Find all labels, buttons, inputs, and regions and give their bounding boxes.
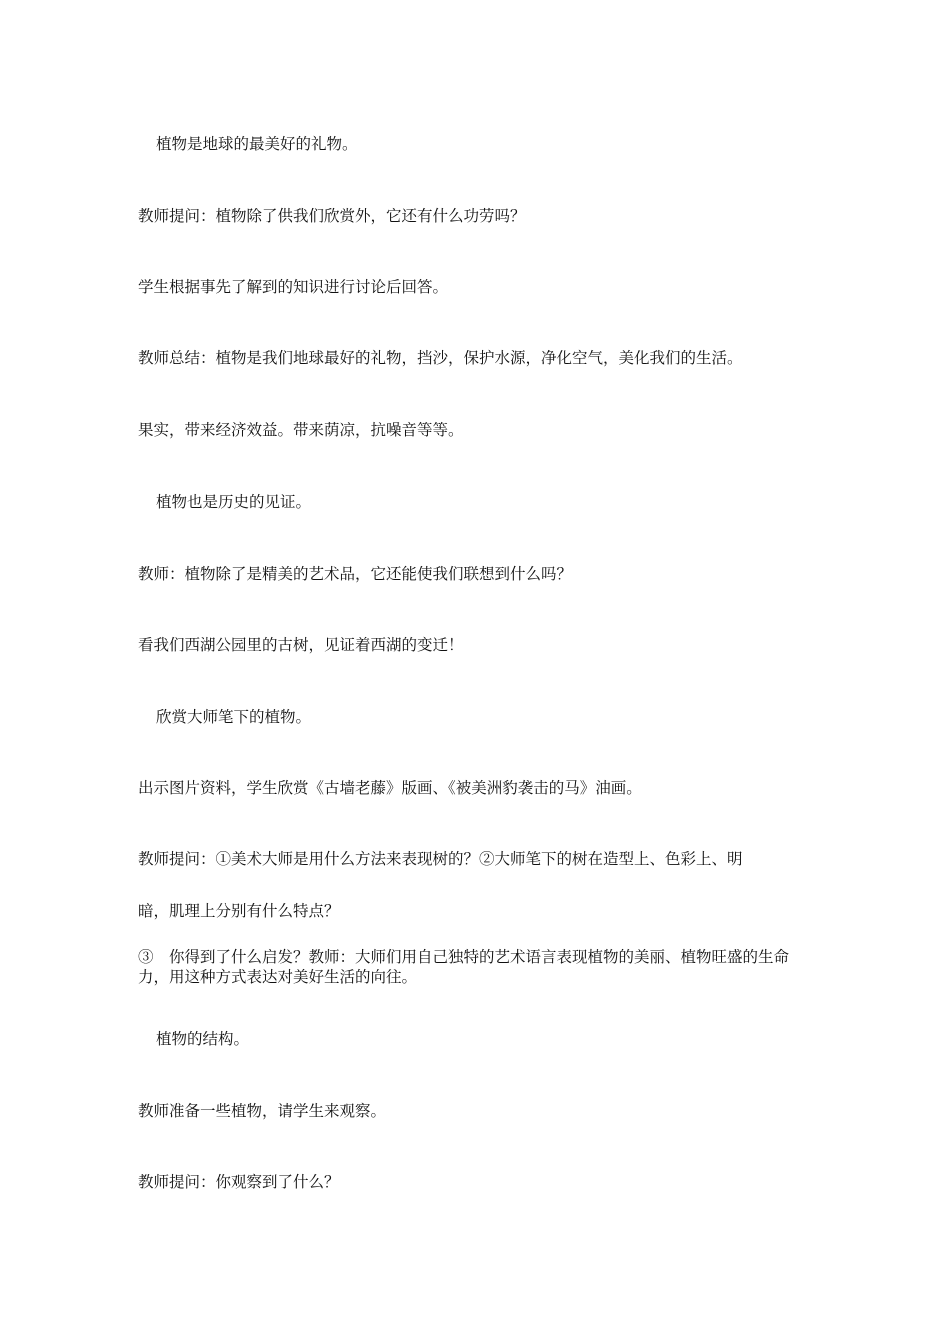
paragraph: 教师：植物除了是精美的艺术品，它还能使我们联想到什么吗？: [138, 565, 573, 583]
paragraph: 果实，带来经济效益。带来荫凉，抗噪音等等。: [138, 421, 464, 439]
section-heading: 欣赏大师笔下的植物。: [156, 708, 312, 726]
paragraph: 教师提问：你观察到了什么？: [138, 1173, 340, 1191]
section-heading: 植物也是历史的见证。: [156, 493, 312, 511]
paragraph: 看我们西湖公园里的古树，见证着西湖的变迁！: [138, 636, 464, 654]
section-heading: 植物的结构。: [156, 1030, 250, 1048]
paragraph: 教师提问：植物除了供我们欣赏外，它还有什么功劳吗？: [138, 207, 526, 225]
paragraph: 教师总结：植物是我们地球最好的礼物，挡沙，保护水源，净化空气，美化我们的生活。: [138, 349, 743, 367]
paragraph: ③ 你得到了什么启发？教师：大师们用自己独特的艺术语言表现植物的美丽、植物旺盛的生命力，用这种方式表达对美好生活的向往。: [138, 948, 790, 986]
paragraph: 教师准备一些植物，请学生来观察。: [138, 1102, 387, 1120]
paragraph: 教师提问：①美术大师是用什么方法来表现树的？②大师笔下的树在造型上、色彩上、明: [138, 850, 743, 868]
paragraph: 出示图片资料，学生欣赏《古墙老藤》版画、《被美洲豹袭击的马》油画。: [138, 779, 642, 797]
section-heading: 植物是地球的最美好的礼物。: [156, 135, 358, 153]
paragraph: 暗，肌理上分别有什么特点？: [138, 902, 340, 920]
paragraph: 学生根据事先了解到的知识进行讨论后回答。: [138, 278, 449, 296]
